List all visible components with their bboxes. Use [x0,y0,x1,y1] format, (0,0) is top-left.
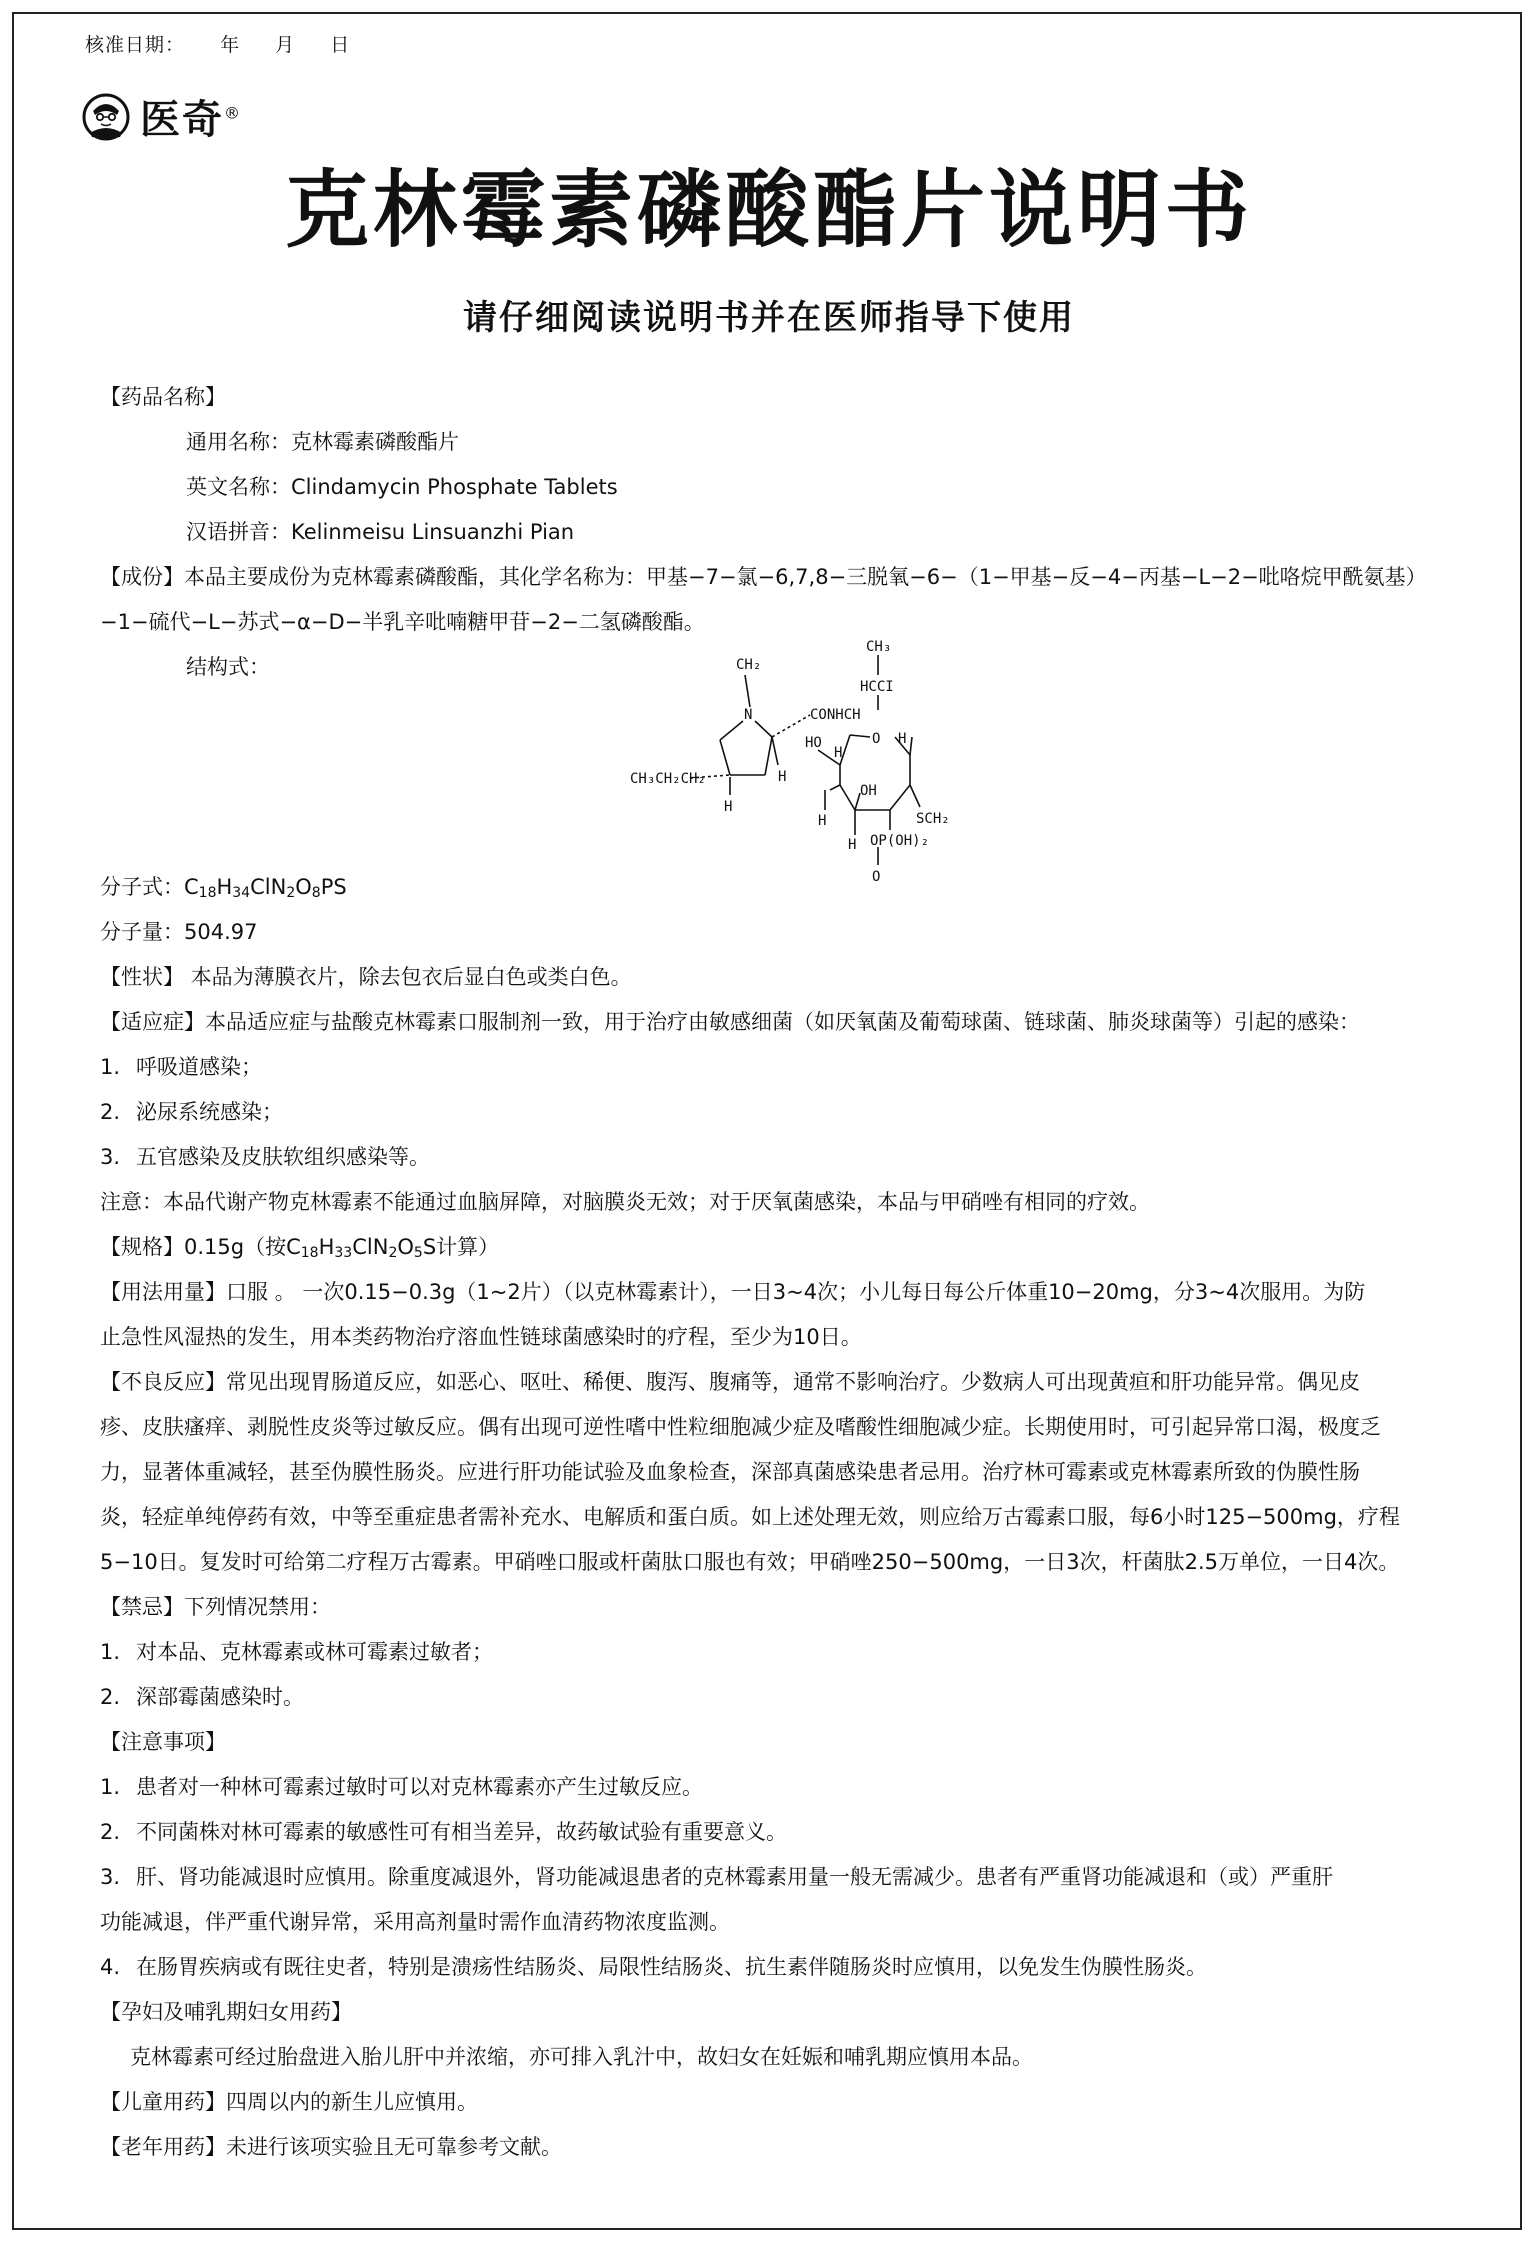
section-heading-character: 【性状】 [100,965,184,989]
list-item-text: 五官感染及皮肤软组织感染等。 [136,1145,430,1169]
contra-text: 下列情况禁用： [184,1595,331,1619]
formula-n-count: 2 [286,885,296,901]
indications-note: 注意：本品代谢产物克林霉素不能通过血脑屏障，对脑膜炎无效；对于厌氧菌感染，本品与甲硝唑有相同的疗效。 [100,1190,1150,1214]
chemical-structure [620,615,1040,885]
list-item-number: 4. [100,1955,121,1979]
struct-ch2: CH₂ [736,657,762,673]
list-item-continuation: 功能减退，伴严重代谢异常，采用高剂量时需作血清药物浓度监测。 [100,1910,730,1934]
brand-logo [82,88,242,145]
english-name: 英文名称：Clindamycin Phosphate Tablets [186,475,618,499]
formula-o-count: 8 [311,885,321,901]
spec-n-count: 2 [388,1245,398,1261]
formula-h: H [216,875,233,899]
list-item [100,1765,1450,1810]
registered-mark: ® [224,103,242,123]
list-item-text: 深部霉菌感染时。 [136,1685,304,1709]
dosage-text-1: 口服 。 一次0.15−0.3g（1~2片）（以克林霉素计），一日3~4次；小儿每日每公斤体重10−20mg，分3~4次服用。为防 [226,1280,1366,1304]
list-item-text: 肝、肾功能减退时应慎用。除重度减退外，肾功能减退患者的克林霉素用量一般无需减少。患者有严重肾功能减退和（或）严重肝 [136,1865,1333,1889]
list-item [100,1045,1450,1090]
section-heading-elderly: 【老年用药】 [100,2135,226,2159]
struct-h-6: H [848,837,857,853]
structure-label: 结构式： [186,655,270,679]
children-text: 四周以内的新生儿应慎用。 [226,2090,478,2114]
list-item-number: 3. [100,1145,121,1169]
spec-o: O [397,1235,414,1259]
molecular-weight: 分子量：504.97 [100,920,258,944]
list-item-text: 在肠胃疾病或有既往史者，特别是溃疡性结肠炎、局限性结肠炎、抗生素伴随肠炎时应慎用，以免发生伪膜性肠炎。 [136,1955,1207,1979]
list-item-number: 1. [100,1055,121,1079]
structure-row [100,639,1450,885]
pregnancy-text: 克林霉素可经过胎盘进入胎儿肝中并浓缩，亦可排入乳汁中，故妇女在妊娠和哺乳期应慎用本品。 [130,2045,1033,2069]
list-item [100,1855,1450,1900]
page-subtitle: 请仔细阅读说明书并在医师指导下使用 [463,298,1075,338]
spec-cln: ClN [352,1235,389,1259]
adverse-line-5: 5−10日。复发时可给第二疗程万古霉素。甲硝唑口服或杆菌肽口服也有效；甲硝唑250−500mg，一日3次，杆菌肽2.5万单位，一日4次。 [100,1550,1400,1574]
section-heading-pregnancy: 【孕妇及哺乳期妇女用药】 [100,2000,352,2024]
composition-line-1 [100,555,1450,600]
section-heading-name: 【药品名称】 [100,385,226,409]
struct-op: OP(OH)₂ [870,833,930,849]
formula-c-count: 18 [198,885,217,901]
struct-hcci: HCCI [860,679,894,695]
formula-ps: PS [320,875,347,899]
day-label: 日 [330,34,351,56]
generic-name: 通用名称：克林霉素磷酸酯片 [186,430,459,454]
list-item [100,1945,1450,1990]
list-item [100,1135,1450,1180]
struct-ring-o: O [872,731,881,747]
spec-text-post: S计算） [422,1235,500,1259]
formula-c: C [184,875,199,899]
spec-line [100,1225,1450,1270]
elderly-text: 未进行该项实验且无可靠参考文献。 [226,2135,562,2159]
section-heading-indications: 【适应症】 [100,1010,205,1034]
list-item-text: 不同菌株对林可霉素的敏感性可有相当差异，故药敏试验有重要意义。 [136,1820,787,1844]
adverse-line-3: 力，显著体重减轻，甚至伪膜性肠炎。应进行肝功能试验及血象检查，深部真菌感染患者忌用。治疗林可霉素或克林霉素所致的伪膜性肠 [100,1460,1360,1484]
character-text: 本品为薄膜衣片，除去包衣后显白色或类白色。 [184,965,632,989]
adverse-line-4: 炎，轻症单纯停药有效，中等至重症患者需补充水、电解质和蛋白质。如上述处理无效，则应给万古霉素口服，每6小时125−500mg，疗程 [100,1505,1400,1529]
month-label: 月 [275,34,296,56]
section-heading-contra: 【禁忌】 [100,1595,184,1619]
section-heading-adverse: 【不良反应】 [100,1370,226,1394]
list-item-text: 呼吸道感染； [136,1055,262,1079]
struct-h-2: H [778,769,787,785]
spec-h: H [318,1235,335,1259]
struct-h-5: H [818,813,827,829]
struct-propyl: CH₃CH₂CH₂ [630,771,706,787]
struct-o-bottom: O [872,869,881,885]
page-title: 克林霉素磷酸酯片说明书 [284,161,1253,259]
list-item-number: 1. [100,1640,121,1664]
list-item [100,1675,1450,1720]
spec-o-count: 5 [413,1245,423,1261]
composition-text-1: 本品主要成份为克林霉素磷酸酯，其化学名称为：甲基−7−氯−6,7,8−三脱氧−6−（1−甲基−反−4−丙基−L−2−吡咯烷甲酰氨基） [184,565,1427,589]
section-heading-precautions: 【注意事项】 [100,1730,226,1754]
struct-ch3: CH₃ [866,639,892,655]
contra-line [100,1585,1450,1630]
section-heading-composition: 【成份】 [100,565,184,589]
brand-name-text: 医奇 [140,97,224,143]
indications-line [100,1000,1450,1045]
struct-sch2: SCH₂ [916,811,950,827]
dosage-line-1 [100,1270,1450,1315]
spec-h-count: 33 [334,1245,353,1261]
character-line [100,955,1450,1000]
struct-h-1: H [724,799,733,815]
elderly-line [100,2125,1450,2170]
composition-line-2: −1−硫代−L−苏式−α−D−半乳辛吡喃糖甲苷−2−二氢磷酸酯。 [100,610,705,634]
struct-ho: HO [805,735,822,751]
formula-o: O [295,875,312,899]
list-item-number: 3. [100,1865,121,1889]
struct-conhch: CONHCH [810,707,861,723]
pinyin-name: 汉语拼音：Kelinmeisu Linsuanzhi Pian [186,520,575,544]
adverse-line-2: 疹、皮肤瘙痒、剥脱性皮炎等过敏反应。偶有出现可逆性嗜中性粒细胞减少症及嗜酸性细胞减少症。长期使用时，可引起异常口渴，极度乏 [100,1415,1381,1439]
list-item [100,1090,1450,1135]
doctor-portrait-icon [82,93,130,141]
children-line [100,2080,1450,2125]
spec-c-count: 18 [300,1245,319,1261]
formula-h-count: 34 [232,885,251,901]
struct-n: N [744,707,753,723]
list-item-number: 2. [100,1685,121,1709]
brand-name [140,88,242,145]
section-heading-dosage: 【用法用量】 [100,1280,226,1304]
list-item-number: 2. [100,1820,121,1844]
list-item-number: 2. [100,1100,121,1124]
struct-h-3: H [898,731,907,747]
approval-label: 核准日期： [85,34,186,56]
list-item-text: 对本品、克林霉素或林可霉素过敏者； [136,1640,493,1664]
struct-h-4: H [834,745,843,761]
formula-label: 分子式： [100,875,184,899]
leaflet-body [100,375,1450,2170]
approval-date [85,30,350,57]
spec-text-pre: 0.15g（按C [184,1235,301,1259]
list-item-text: 泌尿系统感染； [136,1100,283,1124]
list-item-number: 1. [100,1775,121,1799]
adverse-line-1 [100,1360,1450,1405]
section-heading-children: 【儿童用药】 [100,2090,226,2114]
list-item [100,1810,1450,1855]
section-heading-spec: 【规格】 [100,1235,184,1259]
year-label: 年 [220,34,241,56]
indications-text: 本品适应症与盐酸克林霉素口服制剂一致，用于治疗由敏感细菌（如厌氧菌及葡萄球菌、链球菌、肺炎球菌等）引起的感染： [205,1010,1360,1034]
formula-cln: ClN [250,875,287,899]
dosage-line-2: 止急性风湿热的发生，用本类药物治疗溶血性链球菌感染时的疗程，至少为10日。 [100,1325,862,1349]
list-item-text: 患者对一种林可霉素过敏时可以对克林霉素亦产生过敏反应。 [136,1775,703,1799]
adverse-text-1: 常见出现胃肠道反应，如恶心、呕吐、稀便、腹泻、腹痛等，通常不影响治疗。少数病人可出现黄疸和肝功能异常。偶见皮 [226,1370,1360,1394]
struct-oh: OH [860,783,877,799]
list-item [100,1630,1450,1675]
